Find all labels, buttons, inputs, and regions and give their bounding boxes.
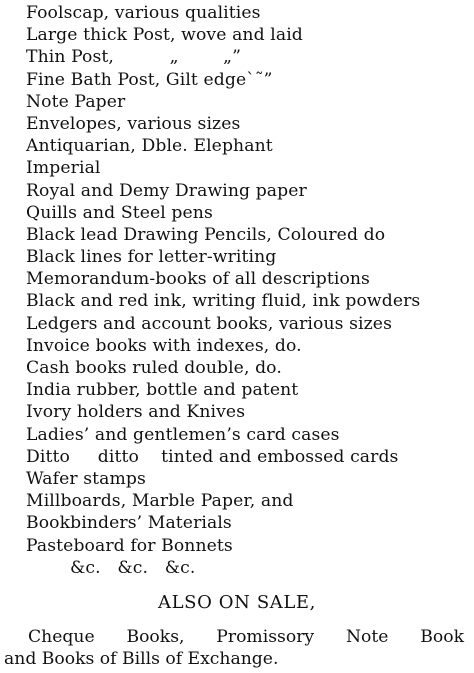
list-item: Black lines for letter-writing (26, 247, 277, 268)
list-item: Envelopes, various sizes (26, 113, 241, 134)
list-item: Bookbinders’ Materials (26, 513, 232, 534)
list-item: Black and red ink, writing fluid, ink powders (26, 291, 421, 312)
list-item: Millboards, Marble Paper, and (26, 491, 294, 512)
list-item: Pasteboard for Bonnets (26, 535, 233, 556)
list-item: Thin Post, „ „” (26, 47, 242, 68)
list-item: Note Paper (26, 91, 126, 112)
list-item: Ditto ditto tinted and embossed cards (26, 446, 399, 467)
list-item: Cash books ruled double, do. (26, 358, 282, 378)
list-item: Fine Bath Post, Gilt edge`˜” (26, 69, 273, 90)
list-item: Ladies’ and gentlemen’s card cases (26, 424, 340, 445)
list-item: Ledgers and account books, various sizes (26, 313, 392, 334)
section-heading: ALSO ON SALE, (158, 592, 316, 613)
list-item: Antiquarian, Dble. Elephant (26, 136, 273, 157)
list-item: Royal and Demy Drawing paper (26, 180, 307, 201)
list-item: Black lead Drawing Pencils, Coloured do (26, 224, 386, 245)
list-item: Large thick Post, wove and laid (26, 25, 303, 46)
list-item: Quills and Steel pens (26, 202, 213, 223)
list-item: Foolscap, various qualities (26, 3, 261, 23)
also-on-sale-paragraph (4, 626, 464, 671)
list-item: Ivory holders and Knives (26, 402, 246, 423)
paragraph-line: and Books of Bills of Exchange. (4, 649, 279, 670)
stationery-item-list (26, 2, 420, 579)
paragraph-line: Cheque Books, Promissory Note Book (28, 627, 464, 647)
list-item: India rubber, bottle and patent (26, 380, 299, 401)
list-item-etc: &c. &c. &c. (70, 557, 196, 578)
list-item: Wafer stamps (26, 468, 146, 489)
list-item: Invoice books with indexes, do. (26, 335, 302, 356)
list-item: Imperial (26, 158, 101, 179)
list-item: Memorandum-books of all descriptions (26, 269, 370, 290)
